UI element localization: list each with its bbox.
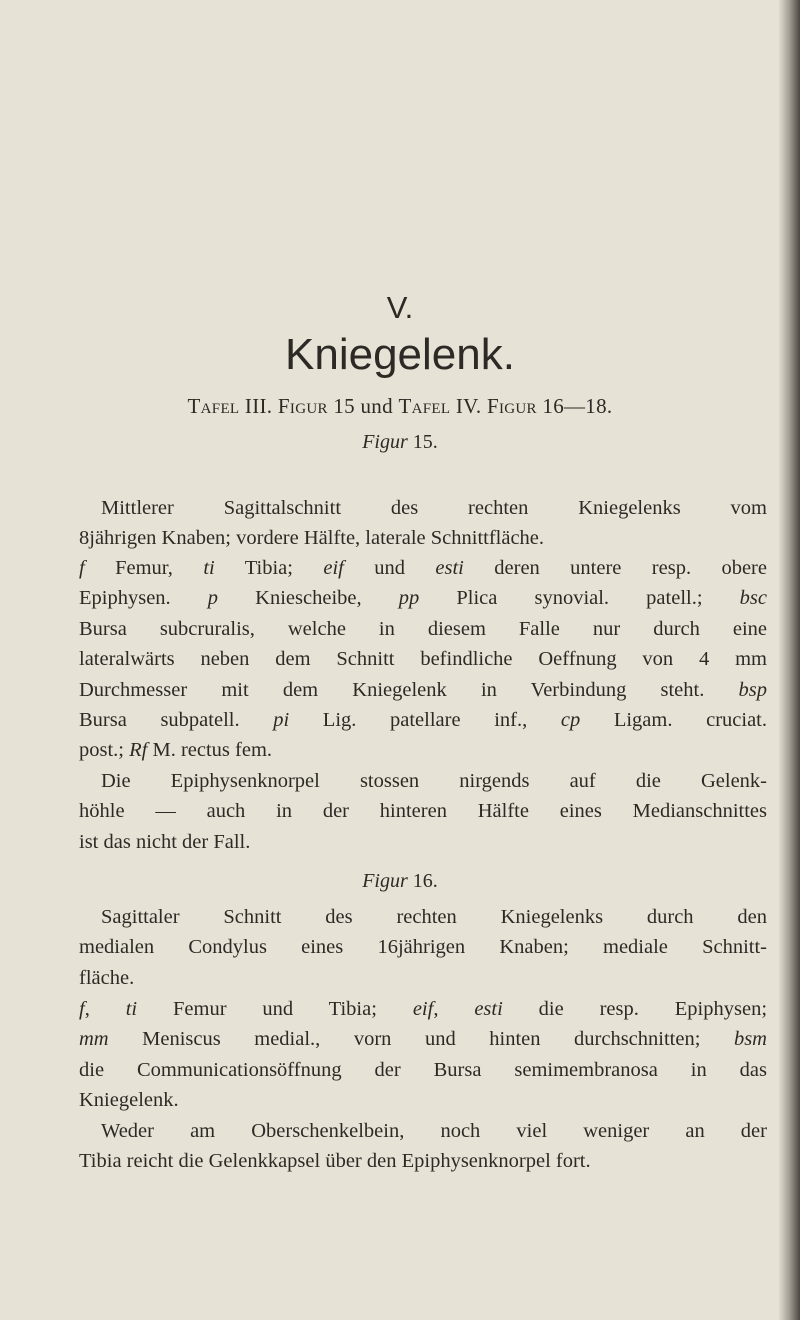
figure-15-heading-number: 15. bbox=[412, 431, 438, 453]
text: , bbox=[433, 998, 475, 1020]
page-edge-shadow bbox=[778, 0, 800, 1320]
text: Bursa subpatell. bbox=[79, 709, 274, 732]
text: Epiphysen. bbox=[79, 587, 208, 610]
text: Meniscus medial., vorn und hinten durchschnitten; bbox=[108, 1028, 734, 1051]
text-line bbox=[79, 705, 767, 735]
text: post.; bbox=[79, 739, 130, 762]
abbr: pp bbox=[398, 587, 420, 610]
figure-ref-1: Figur 15 bbox=[277, 394, 355, 418]
plate-ref-2: Tafel IV. bbox=[398, 394, 482, 418]
text-line: ist das nicht der Fall. bbox=[79, 830, 251, 853]
figure-15-heading bbox=[0, 431, 800, 454]
plates-and: und bbox=[360, 394, 393, 418]
text-line: Kniegelenk. bbox=[79, 1089, 179, 1112]
text-line: Die Epiphysenknorpel stossen nirgends auf die Gelenk- bbox=[101, 770, 767, 792]
figure-16-description bbox=[79, 902, 767, 993]
figure-ref-2: Figur 16—18. bbox=[487, 394, 613, 418]
text-line bbox=[79, 1024, 767, 1054]
text: deren untere resp. obere bbox=[463, 557, 767, 579]
abbr: esti bbox=[435, 557, 464, 579]
figure-16-legend bbox=[79, 994, 767, 1116]
text: Ligam. cruciat. bbox=[580, 709, 767, 732]
text-line: höhle — auch in der hinteren Hälfte eines Medianschnittes bbox=[79, 800, 767, 823]
text-line: medialen Condylus eines 16jährigen Knaben; mediale Schnitt- bbox=[79, 936, 767, 959]
abbr: pi bbox=[273, 709, 290, 732]
text: Femur, bbox=[84, 557, 204, 579]
chapter-title: Kniegelenk. bbox=[285, 330, 515, 379]
abbr: ti bbox=[203, 557, 215, 579]
text-line: lateralwärts neben dem Schnitt befindliche Oeffnung von 4 mm bbox=[79, 648, 767, 671]
text: Femur und Tibia; bbox=[137, 998, 413, 1020]
text: Kniescheibe, bbox=[218, 587, 399, 610]
abbr: bsm bbox=[733, 1028, 767, 1051]
text: die resp. Epiphysen; bbox=[502, 998, 768, 1020]
plates-reference bbox=[0, 394, 800, 419]
abbr: bsp bbox=[738, 678, 767, 701]
text: Lig. patellare inf., bbox=[289, 709, 561, 732]
text-line: Mittlerer Sagittalschnitt des rechten Kniegelenks vom bbox=[101, 497, 767, 519]
text-line bbox=[79, 675, 767, 705]
text-line: Sagittaler Schnitt des rechten Kniegelenks durch den bbox=[101, 906, 767, 928]
text-line bbox=[79, 735, 767, 765]
text-line: 8jährigen Knaben; vordere Hälfte, laterale Schnittfläche. bbox=[79, 527, 545, 550]
figure-15-heading-word: Figur bbox=[362, 431, 408, 453]
text: M. rectus fem. bbox=[147, 739, 273, 762]
text-line: Bursa subcruralis, welche in diesem Falle nur durch eine bbox=[79, 617, 767, 640]
figure-16-note bbox=[79, 1116, 767, 1177]
figure-15-note bbox=[79, 766, 767, 857]
abbr: bsc bbox=[739, 587, 767, 610]
chapter-number: V. bbox=[386, 290, 414, 325]
plate-ref-1: Tafel III. bbox=[187, 394, 273, 418]
text-line: die Communicationsöffnung der Bursa semimembranosa in das bbox=[79, 1058, 767, 1081]
figure-15-legend bbox=[79, 553, 767, 766]
abbr: esti bbox=[474, 998, 503, 1020]
abbr: p bbox=[207, 587, 219, 610]
text-line bbox=[79, 553, 767, 583]
text: und bbox=[343, 557, 436, 579]
text-line bbox=[79, 994, 767, 1024]
figure-16-heading bbox=[0, 870, 800, 893]
text-line: Weder am Oberschenkelbein, noch viel weniger an der bbox=[101, 1120, 767, 1142]
text: Durchmesser mit dem Kniegelenk in Verbindung steht. bbox=[79, 678, 739, 701]
text-line: Tibia reicht die Gelenkkapsel über den Epiphysenknorpel fort. bbox=[79, 1150, 591, 1173]
figure-16-heading-word: Figur bbox=[362, 870, 408, 892]
text: Tibia; bbox=[214, 557, 324, 579]
abbr: Rf bbox=[129, 739, 148, 762]
abbr: ti bbox=[125, 998, 138, 1020]
text: Plica synovial. patell.; bbox=[419, 587, 740, 610]
abbr: mm bbox=[79, 1028, 109, 1051]
text-line bbox=[79, 583, 767, 613]
abbr: f bbox=[79, 998, 85, 1020]
text-line: fläche. bbox=[79, 966, 135, 989]
abbr: eif bbox=[323, 557, 344, 579]
abbr: eif bbox=[412, 998, 434, 1020]
figure-15-description bbox=[79, 493, 767, 554]
text: , bbox=[84, 998, 126, 1020]
figure-16-heading-number: 16. bbox=[412, 870, 438, 892]
abbr: f bbox=[79, 557, 85, 579]
abbr: cp bbox=[560, 709, 581, 732]
